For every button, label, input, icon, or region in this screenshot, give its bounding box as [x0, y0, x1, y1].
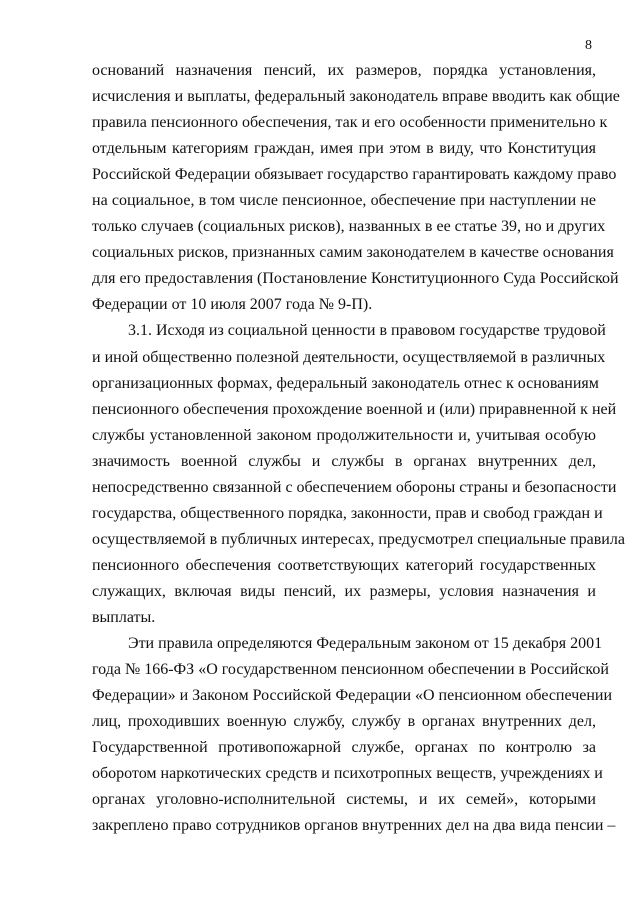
text-line: только случаев (социальных рисков), названных в ее статье 39, но и других: [92, 218, 606, 236]
text-line: организационных формах, федеральный законодатель отнес к основаниям: [92, 374, 599, 392]
paragraph: [92, 58, 620, 318]
text-line: Федерации от 10 июля 2007 года № 9-П).: [92, 296, 373, 314]
text-line: пенсионного обеспечения прохождение военной и (или) приравненной к ней: [92, 400, 617, 418]
page-number: 8: [585, 38, 592, 53]
text-line: Российской Федерации обязывает государство гарантировать каждому право: [92, 166, 617, 184]
text-line: и иной общественно полезной деятельности, осуществляемой в различных: [92, 348, 606, 366]
text-line: отдельным категориям граждан, имея при этом в виду, что Конституция: [92, 140, 596, 158]
document-body: [92, 58, 625, 839]
text-line: для его предоставления (Постановление Конституционного Суда Российской: [92, 270, 619, 288]
text-line: пенсионного обеспечения соответствующих категорий государственных: [92, 556, 596, 574]
text-line: выплаты.: [92, 608, 156, 626]
text-line: служащих, включая виды пенсий, их размеры, условия назначения и: [92, 582, 596, 600]
text-line: 3.1. Исходя из социальной ценности в правовом государстве трудовой: [128, 322, 606, 340]
text-line: года № 166-ФЗ «О государственном пенсионном обеспечении в Российской: [92, 661, 609, 679]
text-line: Государственной противопожарной службе, органах по контролю за: [92, 739, 596, 757]
text-line: оснований назначения пенсий, их размеров, порядка установления,: [92, 62, 596, 79]
text-line: оборотом наркотических средств и психотропных веществ, учреждениях и: [92, 765, 603, 783]
text-line: значимость военной службы и службы в органах внутренних дел,: [92, 452, 596, 470]
text-line: социальных рисков, признанных самим законодателем в качестве основания: [92, 244, 614, 262]
paragraph: [92, 631, 616, 839]
text-line: закреплено право сотрудников органов внутренних дел на два вида пенсии –: [92, 817, 616, 835]
text-line: исчисления и выплаты, федеральный законодатель вправе вводить как общие: [92, 88, 620, 106]
text-line: правила пенсионного обеспечения, так и его особенности применительно к: [92, 114, 608, 132]
text-line: непосредственно связанной с обеспечением обороны страны и безопасности: [92, 478, 617, 496]
text-line: государства, общественного порядка, законности, прав и свобод граждан и: [92, 504, 603, 522]
text-line: осуществляемой в публичных интересах, предусмотрел специальные правила: [92, 530, 625, 548]
text-line: лиц, проходивших военную службу, службу в органах внутренних дел,: [92, 713, 596, 731]
text-line: органах уголовно-исполнительной системы, и их семей», которыми: [92, 791, 596, 809]
text-line: Федерации» и Законом Российской Федерации «О пенсионном обеспечении: [92, 687, 613, 705]
text-line: Эти правила определяются Федеральным законом от 15 декабря 2001: [128, 635, 603, 653]
paragraph: [92, 318, 625, 631]
text-line: службы установленной законом продолжительности и, учитывая особую: [92, 426, 596, 444]
text-line: на социальное, в том числе пенсионное, обеспечение при наступлении не: [92, 192, 596, 210]
